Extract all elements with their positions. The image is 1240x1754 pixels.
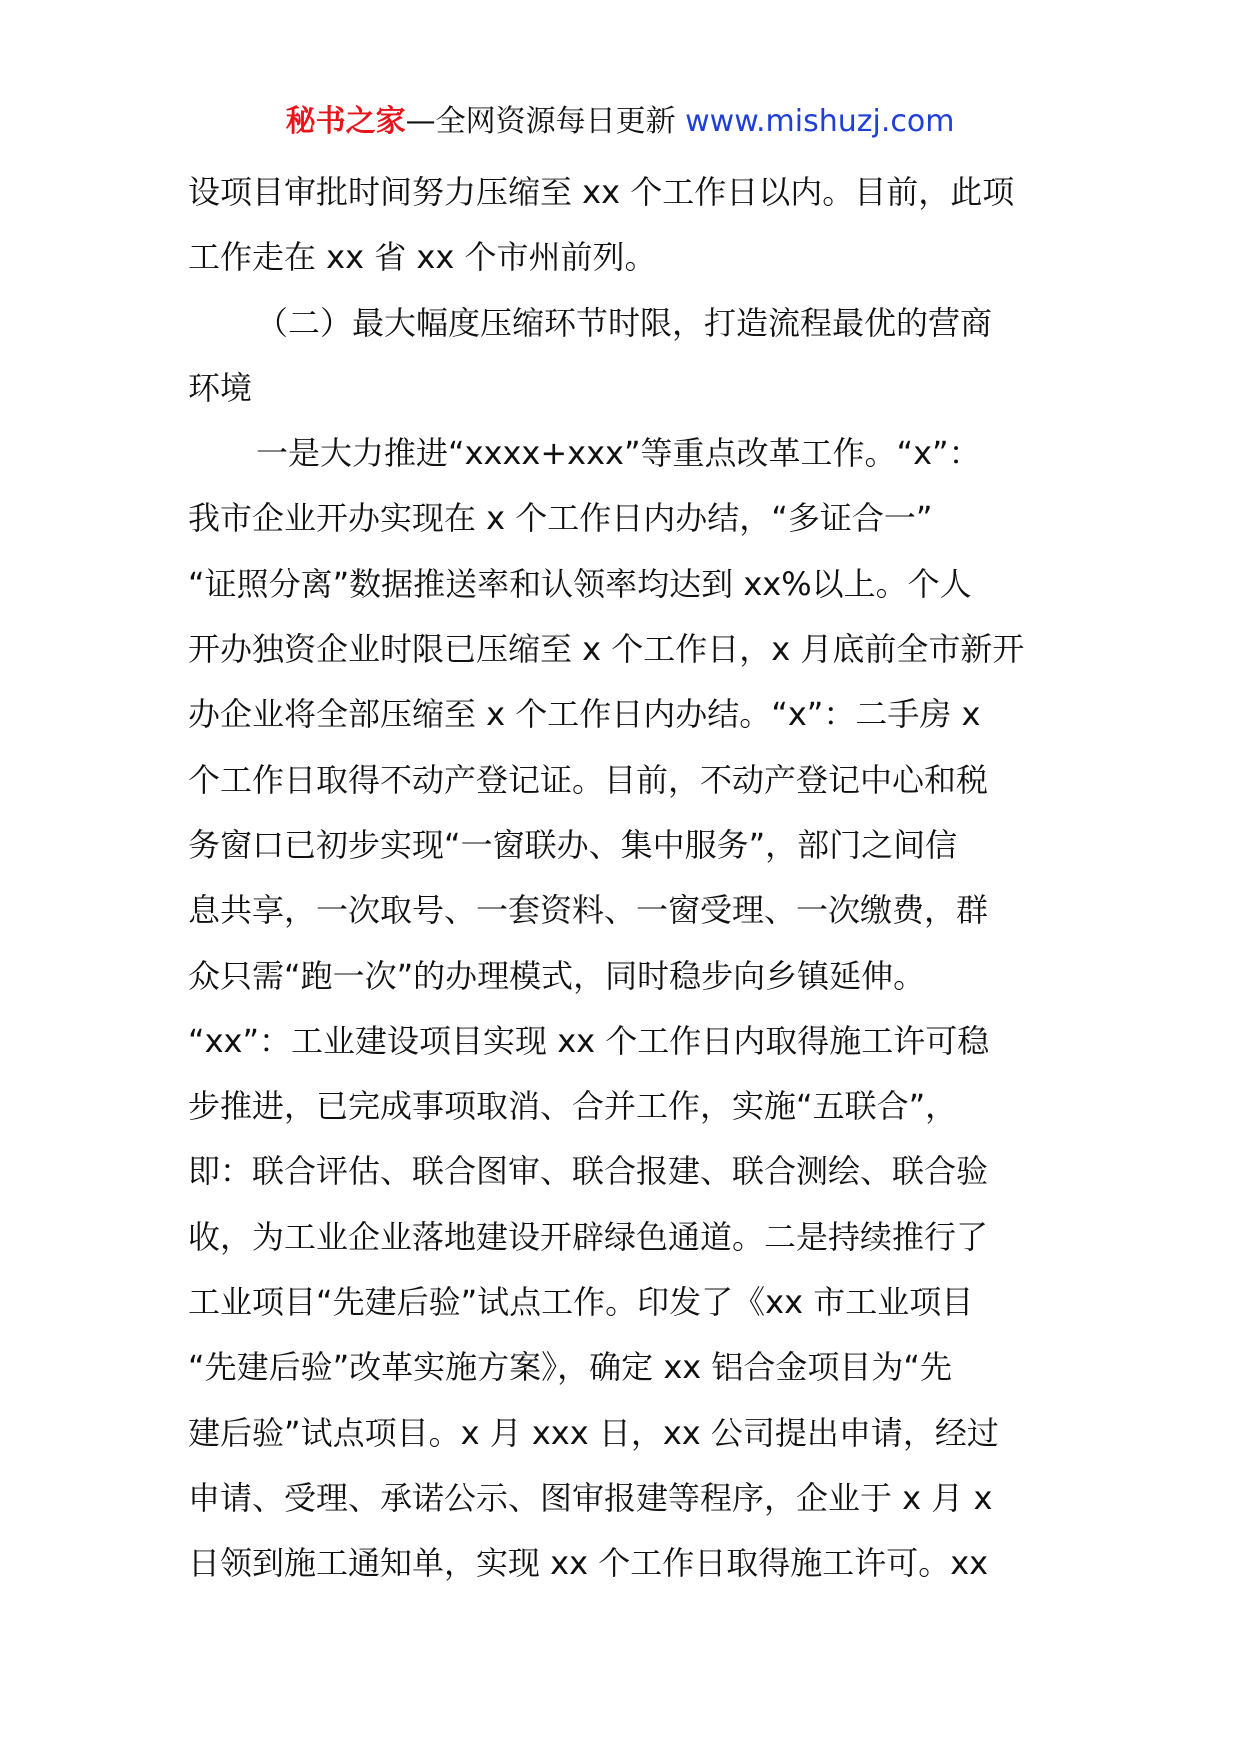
page-header <box>0 102 1240 142</box>
body-line: 办企业将全部压缩至 x 个工作日内办结。“x”：二手房 x <box>188 695 981 734</box>
body-line: 步推进，已完成事项取消、合并工作，实施“五联合”， <box>188 1087 958 1126</box>
site-tagline: —全网资源每日更新 <box>405 104 676 139</box>
body-line: 日领到施工通知单，实现 xx 个工作日取得施工许可。xx <box>188 1544 989 1583</box>
section-heading: （二）最大幅度压缩环节时限，打造流程最优的营商 <box>256 303 993 342</box>
body-line: 个工作日取得不动产登记证。目前，不动产登记中心和税 <box>188 760 989 799</box>
body-line: 建后验”试点项目。x 月 xxx 日，xx 公司提出申请，经过 <box>188 1413 999 1452</box>
body-line: “先建后验”改革实施方案》，确定 xx 铝合金项目为“先 <box>188 1348 952 1387</box>
body-line: 工业项目“先建后验”试点工作。印发了《xx 市工业项目 <box>188 1283 974 1322</box>
site-brand: 秘书之家 <box>285 104 406 139</box>
body-line: “证照分离”数据推送率和认领率均达到 xx%以上。个人 <box>188 564 972 603</box>
body-line: 申请、受理、承诺公示、图审报建等程序，企业于 x 月 x <box>188 1478 993 1517</box>
body-line: 设项目审批时间努力压缩至 xx 个工作日以内。目前，此项 <box>188 173 1015 211</box>
site-url-link[interactable]: www.mishuzj.com <box>685 104 955 139</box>
body-line: 即：联合评估、联合图审、联合报建、联合测绘、联合验 <box>188 1152 989 1191</box>
body-line: 众只需“跑一次”的办理模式，同时稳步向乡镇延伸。 <box>188 956 926 995</box>
body-line: 务窗口已初步实现“一窗联办、集中服务”，部门之间信 <box>188 825 958 864</box>
body-line: 开办独资企业时限已压缩至 x 个工作日，x 月底前全市新开 <box>188 630 1025 669</box>
body-line: 一是大力推进“xxxx+xxx”等重点改革工作。“x”： <box>256 434 981 473</box>
body-line: “xx”：工业建设项目实现 xx 个工作日内取得施工许可稳 <box>188 1021 990 1060</box>
document-body <box>188 160 1068 1597</box>
body-line: 工作走在 xx 省 xx 个市州前列。 <box>188 238 657 277</box>
body-line: 息共享，一次取号、一套资料、一窗受理、一次缴费，群 <box>188 891 989 930</box>
section-heading-continued: 环境 <box>188 368 253 407</box>
body-line: 收，为工业企业落地建设开辟绿色通道。二是持续推行了 <box>188 1217 989 1256</box>
body-line: 我市企业开办实现在 x 个工作日内办结，“多证合一” <box>188 499 933 538</box>
